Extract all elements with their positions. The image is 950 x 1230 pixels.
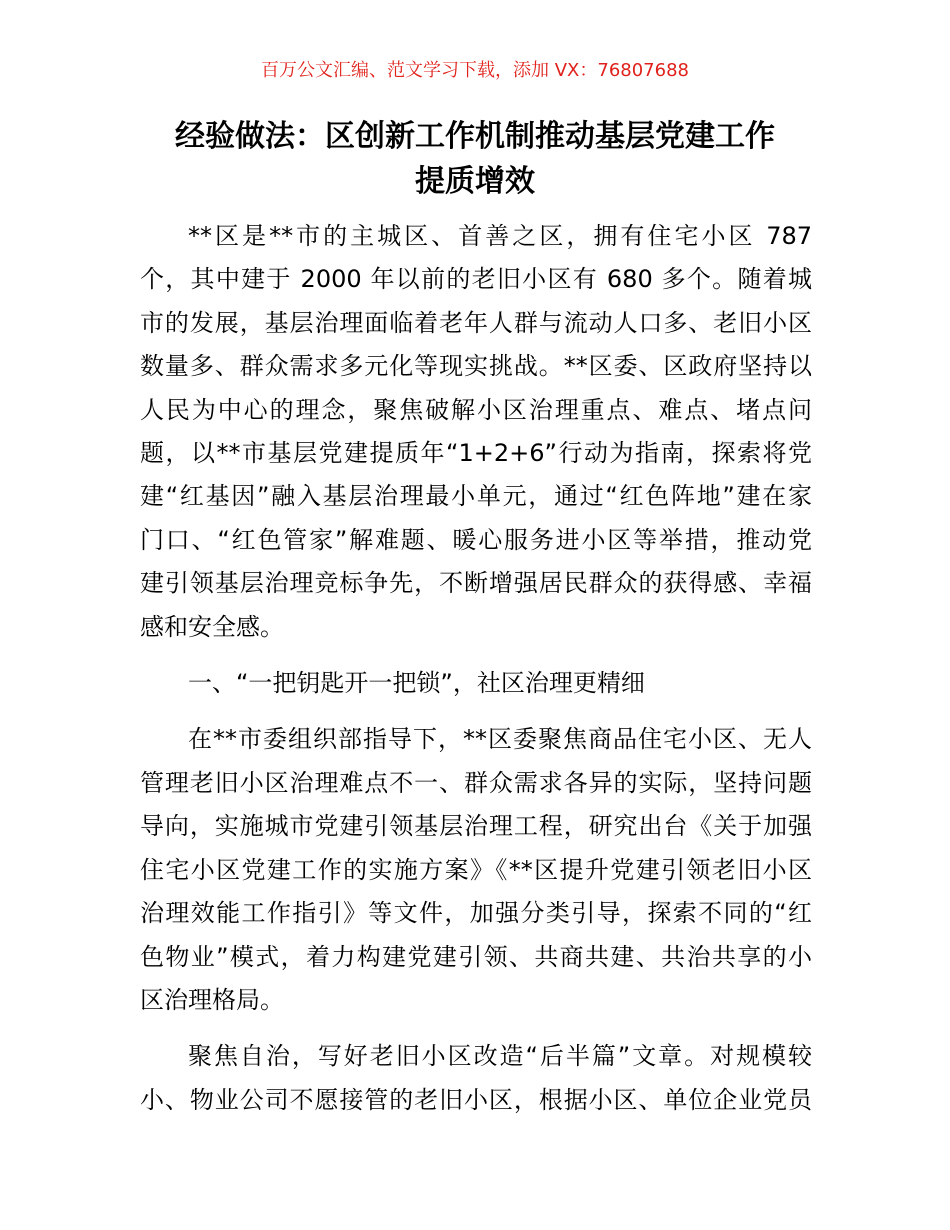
- text-line: 导向，实施城市党建引领基层治理工程，研究出台《关于加强: [140, 812, 812, 841]
- text-line: 区治理格局。: [140, 985, 284, 1014]
- text-line: 小、物业公司不愿接管的老旧小区，根据小区、单位企业党员: [140, 1085, 812, 1114]
- text-line: 聚焦自治，写好老旧小区改造“后半篇”文章。对规模较: [188, 1042, 812, 1071]
- paragraph-self-governance: [140, 1035, 812, 1122]
- paragraph-section-1: [140, 718, 812, 1022]
- text-line: 人民为中心的理念，聚焦破解小区治理重点、难点、堵点问: [140, 395, 812, 424]
- text-line: 治理效能工作指引》等文件，加强分类引导，探索不同的“红: [140, 899, 812, 928]
- title-line-2: 提质增效: [415, 164, 535, 199]
- watermark-banner: 百万公文汇编、范文学习下载，添加 VX：76807688: [261, 60, 689, 81]
- section-heading-text: 一、“一把钥匙开一把锁”，社区治理更精细: [188, 669, 645, 698]
- title-line-1: 经验做法：区创新工作机制推动基层党建工作: [175, 119, 775, 154]
- text-line: 建“红基因”融入基层治理最小单元，通过“红色阵地”建在家: [140, 482, 812, 511]
- text-line: **区是**市的主城区、首善之区，拥有住宅小区 787: [188, 222, 812, 250]
- text-line: 市的发展，基层治理面临着老年人群与流动人口多、老旧小区: [140, 308, 812, 337]
- text-line: 门口、“红色管家”解难题、暖心服务进小区等举措，推动党: [140, 525, 812, 554]
- text-line: 感和安全感。: [140, 612, 284, 641]
- text-line: 管理老旧小区治理难点不一、群众需求各异的实际，坚持问题: [140, 768, 812, 797]
- document-body: [140, 215, 812, 1135]
- text-line: 个，其中建于 2000 年以前的老旧小区有 680 多个。随着城: [140, 265, 812, 294]
- text-line: 在**市委组织部指导下，**区委聚焦商品住宅小区、无人: [188, 725, 812, 754]
- text-line: 数量多、群众需求多元化等现实挑战。**区委、区政府坚持以: [140, 352, 812, 381]
- text-line: 建引领基层治理竞标争先，不断增强居民群众的获得感、幸福: [140, 569, 812, 598]
- text-line: 住宅小区党建工作的实施方案》《**区提升党建引领老旧小区: [140, 855, 812, 884]
- paragraph-intro: [140, 215, 812, 649]
- document-title: [120, 114, 830, 204]
- section-heading-1: [140, 662, 812, 705]
- text-line: 色物业”模式，着力构建党建引领、共商共建、共治共享的小: [140, 942, 812, 971]
- text-line: 题，以**市基层党建提质年“1+2+6”行动为指南，探索将党: [140, 439, 812, 468]
